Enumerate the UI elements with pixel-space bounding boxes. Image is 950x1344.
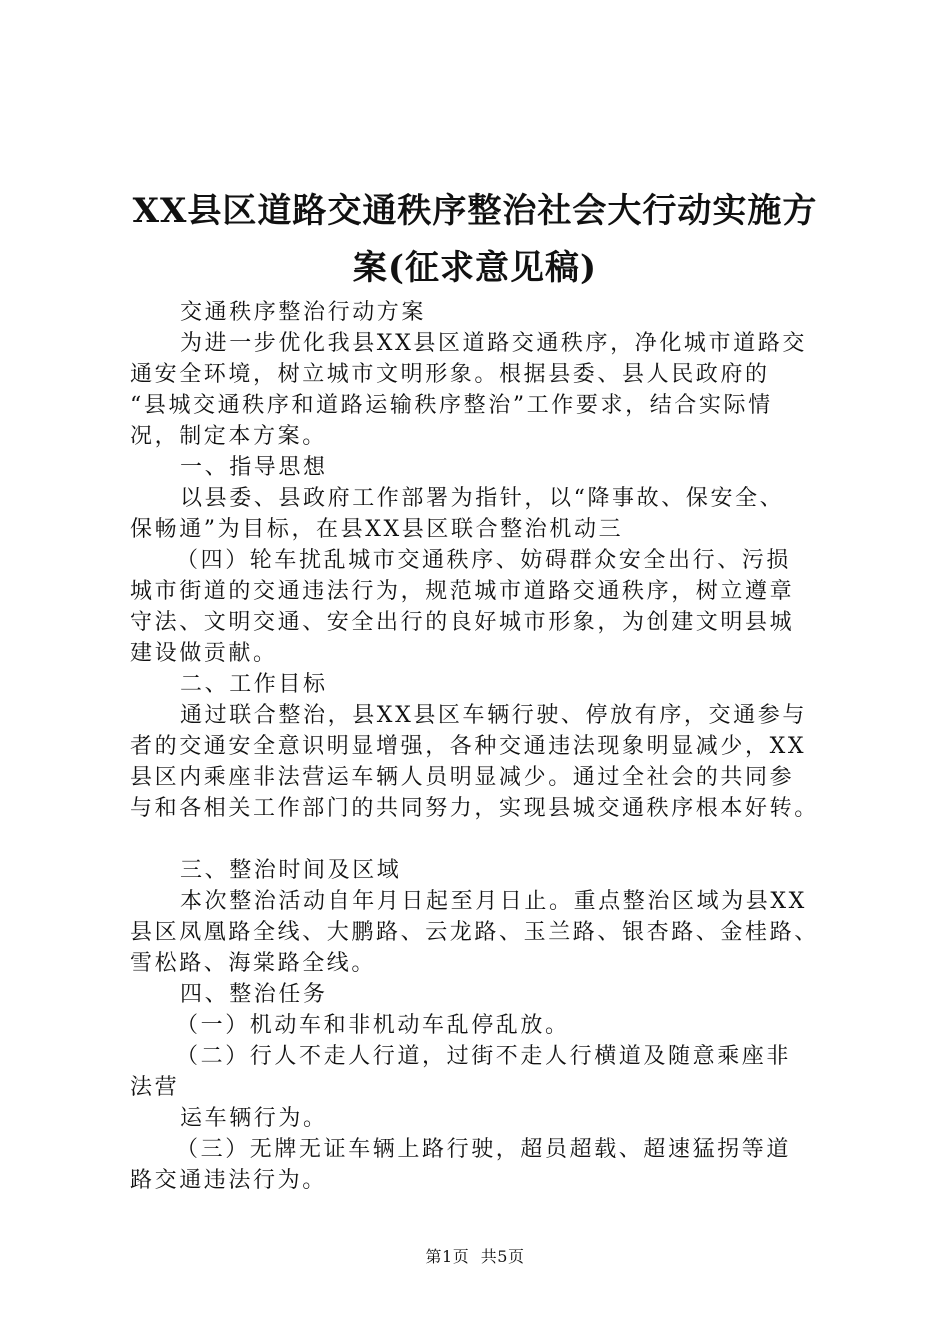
paragraph-line: 通安全环境，树立城市文明形象。根据县委、县人民政府的 xyxy=(130,362,770,387)
paragraph-line: 者的交通安全意识明显增强，各种交通违法现象明显减少，XX xyxy=(130,734,807,759)
paragraph-line: 运车辆行为。 xyxy=(180,1106,328,1131)
paragraph-line: “县城交通秩序和道路运输秩序整治”工作要求，结合实际情 xyxy=(130,393,773,418)
paragraph-line: 路交通违法行为。 xyxy=(130,1168,327,1193)
paragraph-line: 城市街道的交通违法行为，规范城市道路交通秩序，树立遵章 xyxy=(130,579,795,604)
page-footer xyxy=(0,1244,950,1267)
section-heading: 四、整治任务 xyxy=(180,982,328,1007)
paragraph-line: 建设做贡献。 xyxy=(130,641,278,666)
paragraph-line: 为进一步优化我县XX县区道路交通秩序，净化城市道路交 xyxy=(180,331,807,356)
paragraph-gap xyxy=(130,824,850,855)
section-heading: 交通秩序整治行动方案 xyxy=(180,300,427,325)
section-heading: 一、指导思想 xyxy=(180,455,328,480)
paragraph-line: （四）轮车扰乱城市交通秩序、妨碍群众安全出行、污损 xyxy=(176,548,792,573)
paragraph-line: 通过联合整治，县XX县区车辆行驶、停放有序，交通参与 xyxy=(180,703,807,728)
paragraph-line: 况，制定本方案。 xyxy=(130,424,327,449)
document-body xyxy=(130,297,850,1196)
paragraph-line: 本次整治活动自年月日起至月日止。重点整治区域为县XX xyxy=(180,889,807,914)
paragraph-line: 守法、文明交通、安全出行的良好城市形象，为创建文明县城 xyxy=(130,610,795,635)
paragraph-line: 保畅通”为目标，在县XX县区联合整治机动三 xyxy=(130,517,624,542)
list-item: （二）行人不走人行道，过街不走人行横道及随意乘座非 xyxy=(176,1044,792,1069)
list-item: （三）无牌无证车辆上路行驶，超员超载、超速猛拐等道 xyxy=(176,1137,792,1162)
paragraph-line: 以县委、县政府工作部署为指针，以“降事故、保安全、 xyxy=(180,486,785,511)
paragraph-line: 县区内乘座非法营运车辆人员明显减少。通过全社会的共同参 xyxy=(130,765,795,790)
paragraph-line: 法营 xyxy=(130,1075,180,1100)
document-title-line1: XX县区道路交通秩序整治社会大行动实施方 xyxy=(132,191,818,231)
paragraph-line: 县区凤凰路全线、大鹏路、云龙路、玉兰路、银杏路、金桂路、 xyxy=(130,920,819,945)
section-heading: 二、工作目标 xyxy=(180,672,328,697)
paragraph-line: 雪松路、海棠路全线。 xyxy=(130,951,377,976)
page-number: 第1页 xyxy=(425,1247,470,1266)
section-heading: 三、整治时间及区域 xyxy=(180,858,402,883)
list-item: （一）机动车和非机动车乱停乱放。 xyxy=(176,1013,570,1038)
paragraph-line: 与和各相关工作部门的共同努力，实现县城交通秩序根本好转。 xyxy=(130,796,819,821)
page-total: 共5页 xyxy=(480,1247,525,1266)
document-title-line2: 案(征求意见稿) xyxy=(352,248,598,288)
